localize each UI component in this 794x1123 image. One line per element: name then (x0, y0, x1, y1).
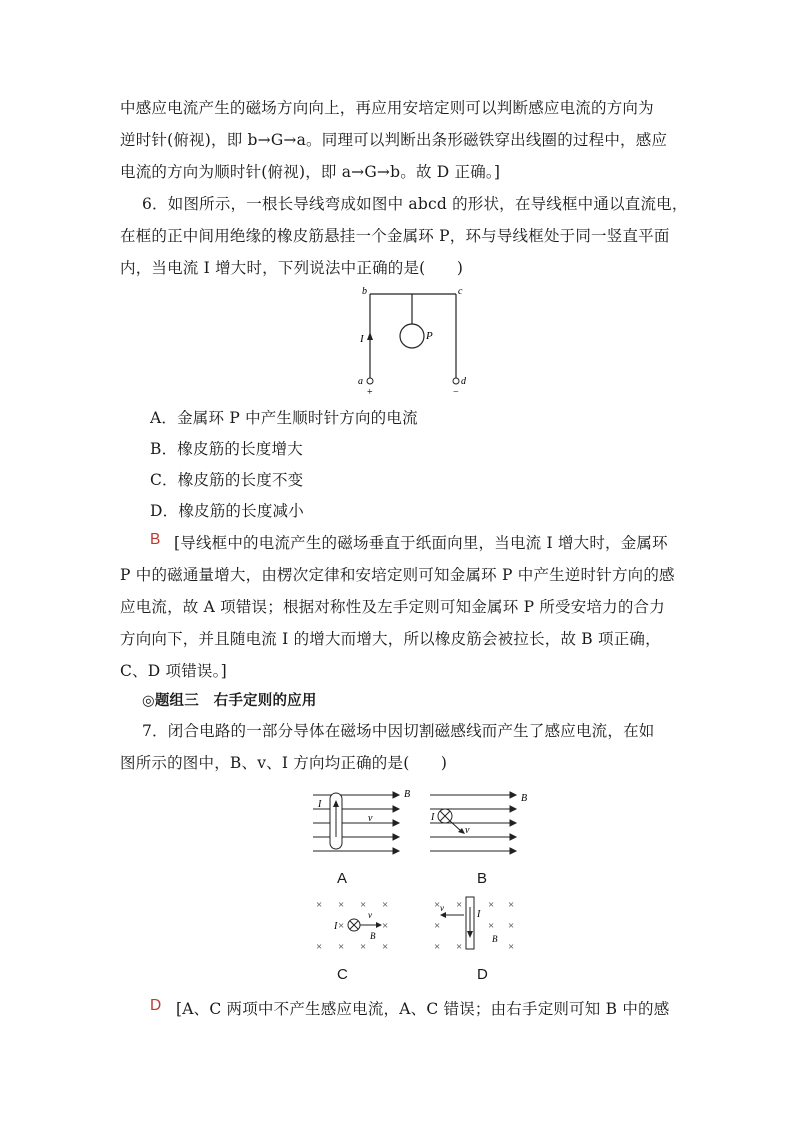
q6-explanation-line-5: C、D 项错误。] (120, 662, 227, 680)
q7-figure-b (425, 785, 535, 860)
cross-c-6: × (338, 920, 345, 932)
label-c: c (458, 286, 463, 297)
metal-ring-p (400, 324, 424, 348)
label-d: d (461, 376, 466, 387)
q6-option-b: B．橡皮筋的长度增大 (150, 440, 303, 458)
fig-d-label-i: I (477, 909, 481, 920)
fig-d-label-b: B (492, 934, 498, 944)
q6-explanation-line-1: [导线框中的电流产生的磁场垂直于纸面向里，当电流 I 增大时，金属环 (174, 534, 668, 552)
q7-caption-d: D (477, 966, 488, 983)
label-plus: + (367, 387, 373, 397)
q6-stem-line-2: 在框的正中间用绝缘的橡皮筋悬挂一个金属环 P，环与导线框处于同一竖直平面 (120, 227, 670, 245)
cross-d-8: × (434, 941, 441, 953)
q6-option-a: A．金属环 P 中产生顺时针方向的电流 (150, 409, 418, 427)
q6-answer-letter: B (150, 531, 161, 548)
fig-a-label-v: v (368, 813, 373, 824)
q7-answer-letter: D (150, 997, 162, 1014)
cross-c-10: × (360, 941, 367, 953)
cross-c-11: × (382, 941, 389, 953)
cross-d-9: × (456, 941, 463, 953)
cross-d-5: × (434, 920, 441, 932)
label-current-i: I (360, 333, 364, 345)
q6-stem-line-1: 6．如图所示，一根长导线弯成如图中 abcd 的形状，在导线框中通以直流电， (142, 195, 688, 213)
cross-d-6: × (488, 920, 495, 932)
q7-caption-b: B (477, 870, 488, 887)
q6-option-c: C．橡皮筋的长度不变 (150, 471, 304, 489)
fig-c-label-b: B (370, 931, 376, 941)
q6-circuit-figure (352, 282, 482, 397)
cross-d-4: × (508, 899, 515, 911)
paragraph-line-1: 中感应电流产生的磁场方向向上，再应用安培定则可以判断感应电流的方向为 (120, 99, 654, 117)
cross-c-3: × (360, 899, 367, 911)
cross-c-2: × (338, 899, 345, 911)
fig-a-label-b: B (404, 789, 411, 800)
cross-c-9: × (338, 941, 345, 953)
cross-d-10: × (508, 941, 515, 953)
fig-b-label-i: I (431, 812, 435, 823)
q7-figure-a (308, 785, 418, 860)
cross-d-2: × (456, 899, 463, 911)
label-b: b (362, 286, 367, 297)
q6-stem-line-3: 内，当电流 I 增大时，下列说法中正确的是( ) (120, 259, 464, 277)
paragraph-line-3: 电流的方向为顺时针(俯视)，即 a→G→b。故 D 正确。] (120, 163, 501, 181)
q7-caption-c: C (337, 966, 348, 983)
q7-caption-a: A (337, 870, 348, 887)
label-ring-p: P (426, 330, 433, 342)
cross-c-7: × (382, 920, 389, 932)
cross-d-3: × (488, 899, 495, 911)
cross-c-1: × (316, 899, 323, 911)
q6-option-d: D．橡皮筋的长度减小 (150, 502, 304, 520)
q7-stem-line-2: 图所示的图中，B、v、I 方向均正确的是( ) (120, 754, 448, 772)
q6-explanation-line-4: 方向向下，并且随电流 I 的增大而增大，所以橡皮筋会被拉长，故 B 项正确， (120, 630, 661, 648)
fig-c-label-v: v (368, 910, 372, 920)
q6-explanation-line-2: P 中的磁通量增大，由楞次定律和安培定则可知金属环 P 中产生逆时针方向的感 (120, 566, 675, 584)
cross-c-8: × (316, 941, 323, 953)
fig-b-label-v: v (465, 825, 470, 836)
q7-explanation-line-1: [A、C 两项中不产生感应电流，A、C 错误；由右手定则可知 B 中的感 (176, 1000, 670, 1018)
label-a: a (358, 376, 363, 387)
section-heading: ◎题组三 右手定则的应用 (142, 693, 317, 709)
fig-a-label-i: I (318, 799, 322, 810)
cross-d-1: × (434, 899, 441, 911)
cross-d-7: × (508, 920, 515, 932)
q7-figure-c (308, 893, 408, 958)
q7-figure-d (428, 893, 528, 958)
paragraph-line-2: 逆时针(俯视)，即 b→G→a。同理可以判断出条形磁铁穿出线圈的过程中，感应 (120, 131, 668, 149)
label-minus: − (453, 387, 459, 397)
cross-c-4: × (382, 899, 389, 911)
fig-d-label-v: v (440, 903, 444, 913)
fig-b-label-b: B (521, 793, 528, 804)
q6-explanation-line-3: 应电流，故 A 项错误；根据对称性及左手定则可知金属环 P 所受安培力的合力 (120, 598, 665, 616)
q7-stem-line-1: 7．闭合电路的一部分导体在磁场中因切割磁感线而产生了感应电流，在如 (142, 722, 655, 740)
fig-c-label-i: I (334, 921, 338, 932)
